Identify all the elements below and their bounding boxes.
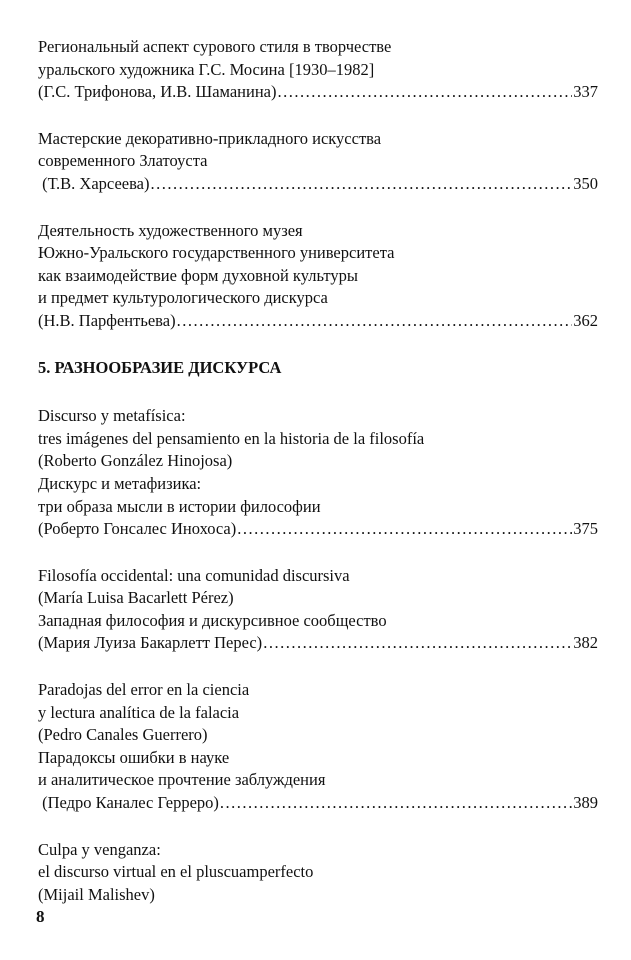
entry-title-line: Culpa y venganza:: [38, 839, 161, 859]
entry-author-line: [38, 792, 598, 815]
entry-title-line: y lectura analítica de la falacia: [38, 702, 240, 722]
entry-title-line: и предмет культурологического дискурса: [38, 288, 328, 308]
entry-title-line: Мастерские декоративно-прикладного искусства: [38, 128, 382, 148]
entry-author-line: [38, 310, 598, 333]
entry-title-line: (María Luisa Bacarlett Pérez): [38, 588, 234, 608]
dot-leader: [237, 518, 572, 541]
toc-entry: [38, 565, 598, 655]
entry-title-line: Парадоксы ошибки в науке: [38, 747, 230, 767]
entry-title-line: и аналитическое прочтение заблуждения: [38, 770, 326, 790]
toc-entry: [38, 128, 598, 196]
entry-page-number: 350: [573, 173, 598, 193]
section-heading: 5. РАЗНООБРАЗИЕ ДИСКУРСА: [38, 357, 282, 377]
entry-title-line: уральского художника Г.С. Мосина [1930–1982]: [38, 59, 375, 79]
entry-title-line: el discurso virtual en el pluscuamperfecto: [38, 862, 314, 882]
entry-author-line: [38, 518, 598, 541]
entry-title-line: (Mijail Malishev): [38, 884, 155, 904]
entry-page-number: 382: [573, 633, 598, 653]
entry-title-line: три образа мысли в истории философии: [38, 496, 321, 516]
table-of-contents: [38, 36, 598, 930]
entry-authors: (Т.В. Харсеева): [38, 173, 150, 193]
entry-author-line: [38, 173, 598, 196]
entry-author-line: [38, 81, 598, 104]
dot-leader: [177, 310, 573, 333]
entry-page-number: 337: [573, 82, 598, 102]
entry-title-line: современного Златоуста: [38, 151, 208, 171]
dot-leader: [150, 173, 572, 196]
toc-entry: [38, 839, 598, 907]
entry-title-line: Региональный аспект сурового стиля в творчестве: [38, 37, 392, 56]
entry-title-line: (Roberto González Hinojosa): [38, 451, 233, 471]
entry-title-line: tres imágenes del pensamiento en la historia de la filosofía: [38, 428, 425, 448]
entry-page-number: 375: [573, 519, 598, 539]
toc-entry: [38, 36, 598, 104]
entry-title-line: Южно-Уральского государственного университета: [38, 243, 395, 263]
entry-page-number: 389: [573, 793, 598, 813]
entry-title-line: Paradojas del error en la ciencia: [38, 680, 250, 700]
dot-leader: [277, 81, 572, 104]
entry-title-line: как взаимодействие форм духовной культуры: [38, 265, 358, 285]
entry-title-line: (Pedro Canales Guerrero): [38, 725, 208, 745]
entry-title-line: Filosofía occidental: una comunidad discursiva: [38, 565, 350, 585]
entry-authors: (Г.С. Трифонова, И.В. Шаманина): [38, 82, 277, 102]
entry-title-line: Дискурс и метафизика:: [38, 473, 202, 493]
toc-entry: [38, 679, 598, 815]
entry-title-line: Деятельность художественного музея: [38, 220, 303, 240]
entry-title-line: Западная философия и дискурсивное сообщество: [38, 610, 387, 630]
entry-authors: (Педро Каналес Герреро): [38, 793, 219, 813]
entry-title-line: Discurso y metafísica:: [38, 406, 186, 426]
entry-author-line: [38, 632, 598, 655]
page-number: 8: [36, 907, 45, 926]
entry-page-number: 362: [573, 310, 598, 330]
entry-authors: (Мария Луиза Бакарлетт Перес): [38, 633, 263, 653]
dot-leader: [263, 632, 572, 655]
toc-entry: [38, 220, 598, 333]
dot-leader: [220, 792, 572, 815]
toc-entry: [38, 405, 598, 541]
entry-authors: (Роберто Гонсалес Инохоса): [38, 519, 237, 539]
entry-authors: (Н.В. Парфентьева): [38, 310, 176, 330]
